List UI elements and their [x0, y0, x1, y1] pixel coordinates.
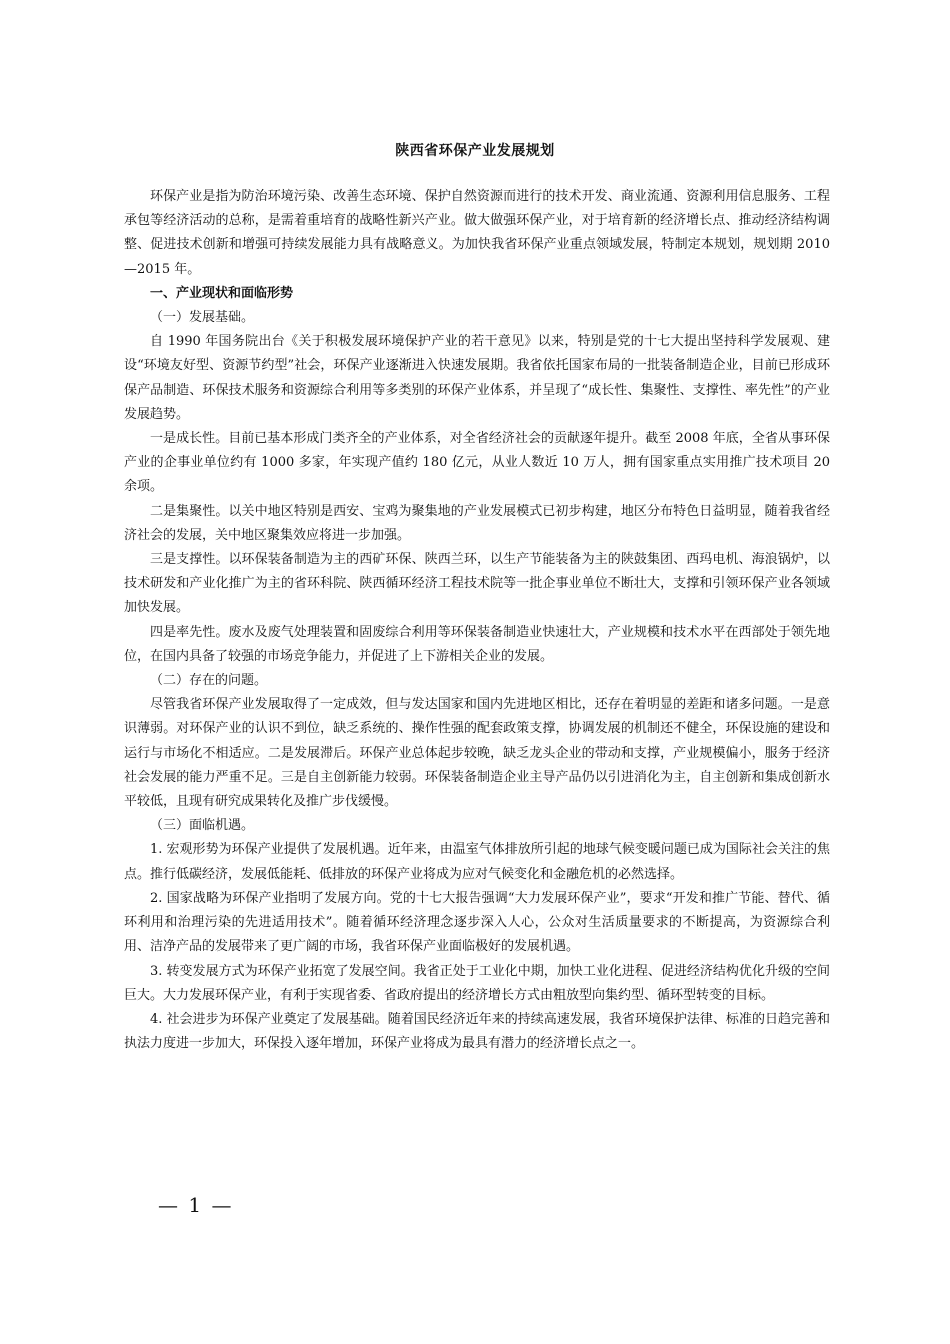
- body-paragraph: 3. 转变发展方式为环保产业拓宽了发展空间。我省正处于工业化中期，加快工业化进程、促进经济结构优化升级的空间巨大。大力发展环保产业，有利于实现省委、省政府提出的经济增长方式由粗放型向集约型、循环型转变的目标。: [124, 963, 830, 1003]
- subsection-heading: （三）面临机遇。: [150, 818, 255, 834]
- subsection-heading: （一）发展基础。: [150, 310, 255, 326]
- body-paragraph: 三是支撑性。以环保装备制造为主的西矿环保、陕西兰环，以生产节能装备为主的陕鼓集团、西玛电机、海浪锅炉，以技术研发和产业化推广为主的省环科院、陕西循环经济工程技术院等一批企事业单位不断壮大，支撑和引领环保产业各领域加快发展。: [124, 552, 830, 616]
- subsection-heading: （二）存在的问题。: [150, 673, 268, 689]
- body-paragraph: 四是率先性。废水及废气处理装置和固废综合利用等环保装备制造业快速壮大，产业规模和技术水平在西部处于领先地位，在国内具备了较强的市场竞争能力，并促进了上下游相关企业的发展。: [124, 624, 830, 664]
- body-paragraph: 自 1990 年国务院出台《关于积极发展环境保护产业的若干意见》以来，特别是党的十七大提出坚持科学发展观、建设“环境友好型、资源节约型”社会，环保产业逐渐进入快速发展期。我省依托国家布局的一批装备制造企业，目前已形成环保产品制造、环保技术服务和资源综合利用等多类别的环保产业体系，并呈现了“成长性、集聚性、支撑性、率先性”的产业发展趋势。: [124, 334, 830, 422]
- body-paragraph: 环保产业是指为防治环境污染、改善生态环境、保护自然资源而进行的技术开发、商业流通、资源利用信息服务、工程承包等经济活动的总称，是需着重培育的战略性新兴产业。做大做强环保产业，对于培育新的经济增长点、推动经济结构调整、促进技术创新和增强可持续发展能力具有战略意义。为加快我省环保产业重点领域发展，特制定本规划，规划期 2010—2015 年。: [124, 189, 830, 277]
- page-number: — 1 —: [158, 1193, 234, 1217]
- body-paragraph: 尽管我省环保产业发展取得了一定成效，但与发达国家和国内先进地区相比，还存在着明显的差距和诸多问题。一是意识薄弱。对环保产业的认识不到位，缺乏系统的、操作性强的配套政策支撑，协调发展的机制还不健全，环保设施的建设和运行与市场化不相适应。二是发展滞后。环保产业总体起步较晚，缺乏龙头企业的带动和支撑，产业规模偏小，服务于经济社会发展的能力严重不足。三是自主创新能力较弱。环保装备制造企业主导产品仍以引进消化为主，自主创新和集成创新水平较低，且现有研究成果转化及推广步伐缓慢。: [124, 697, 830, 810]
- section-heading: 一、产业现状和面临形势: [150, 285, 294, 301]
- body-paragraph: 二是集聚性。以关中地区特别是西安、宝鸡为聚集地的产业发展模式已初步构建，地区分布特色日益明显，随着我省经济社会的发展，关中地区聚集效应将进一步加强。: [124, 503, 830, 543]
- document-title: 陕西省环保产业发展规划: [395, 143, 555, 159]
- body-paragraph: 2. 国家战略为环保产业指明了发展方向。党的十七大报告强调“大力发展环保产业”，要求“开发和推广节能、替代、循环利用和治理污染的先进适用技术”。随着循环经济理念逐步深入人心，公众对生活质量要求的不断提高，为资源综合利用、洁净产品的发展带来了更广阔的市场，我省环保产业面临极好的发展机遇。: [124, 890, 830, 955]
- body-paragraph: 1. 宏观形势为环保产业提供了发展机遇。近年来，由温室气体排放所引起的地球气候变暖问题已成为国际社会关注的焦点。推行低碳经济，发展低能耗、低排放的环保产业将成为应对气候变化和金融危机的必然选择。: [124, 842, 830, 882]
- body-paragraph: 4. 社会进步为环保产业奠定了发展基础。随着国民经济近年来的持续高速发展，我省环境保护法律、标准的日趋完善和执法力度进一步加大，环保投入逐年增加，环保产业将成为最具有潜力的经济增长点之一。: [124, 1011, 830, 1052]
- body-paragraph: 一是成长性。目前已基本形成门类齐全的产业体系，对全省经济社会的贡献逐年提升。截至 2008 年底，全省从事环保产业的企事业单位约有 1000 多家，年实现产值约 180 亿元，从业人数近 10 万人，拥有国家重点实用推广技术项目 20 余项。: [124, 431, 830, 495]
- document-body: [124, 185, 830, 1056]
